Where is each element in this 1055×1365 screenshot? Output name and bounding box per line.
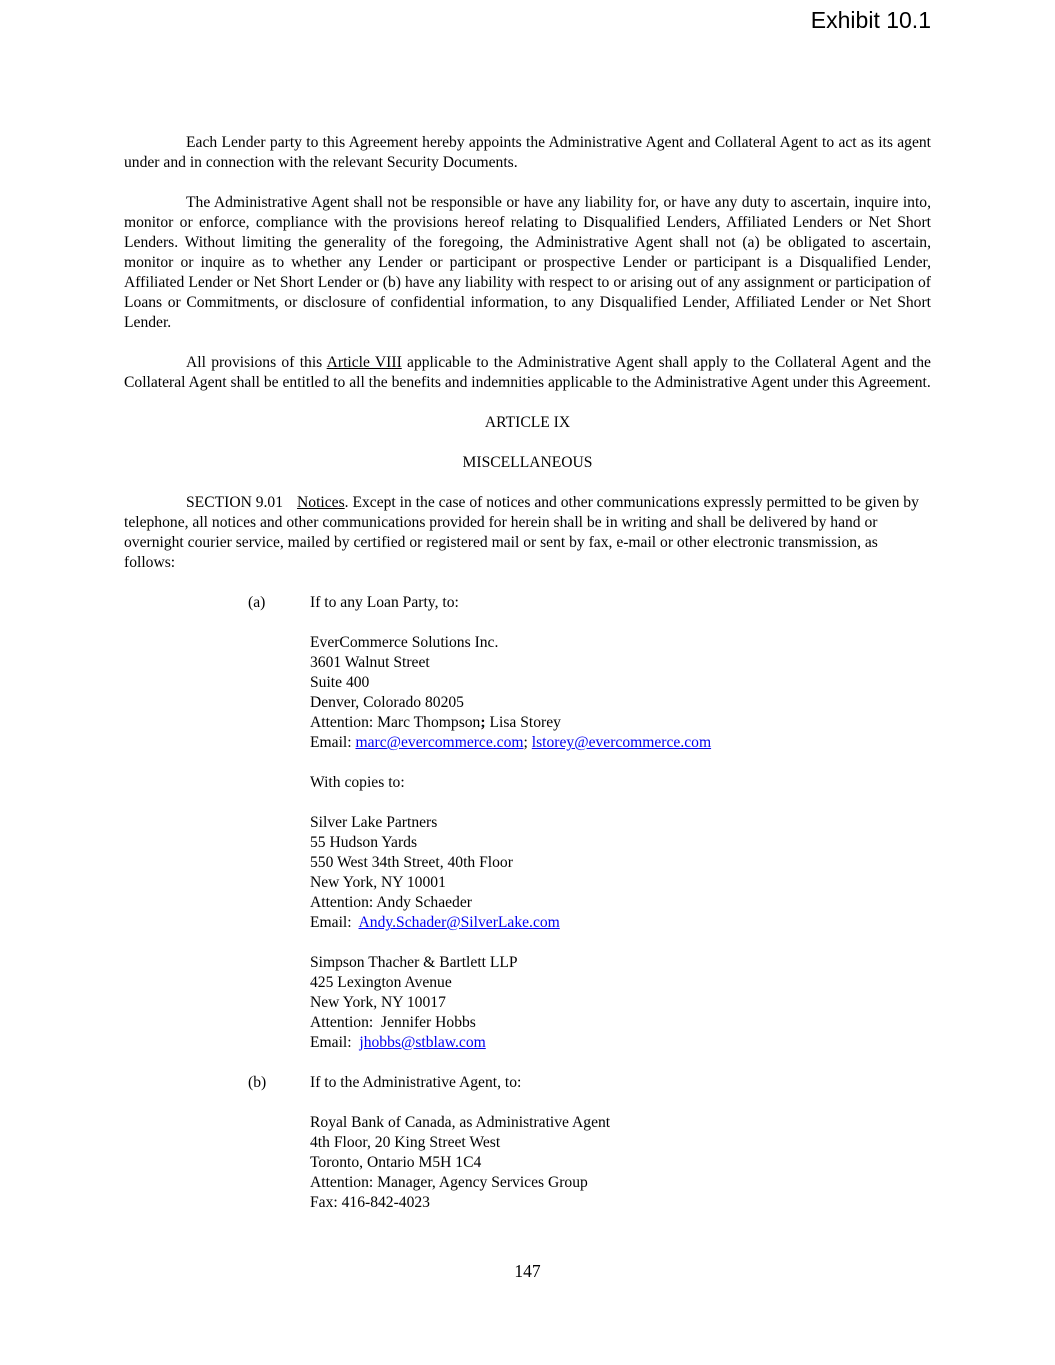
address-royal-bank	[310, 1113, 931, 1213]
article-number: ARTICLE IX	[484, 414, 571, 431]
paragraph-text: applicable to the Administrative Agent shall apply to the Collateral Agent and the Collateral Agent shall be entitled to all the benefits and indemnities applicable to the Administrative Agent under this Agreement.	[124, 354, 931, 391]
item-text: If to the Administrative Agent, to:	[310, 1074, 522, 1091]
street-line: 3601 Walnut Street	[310, 654, 430, 671]
section-text: . Except in the case of notices and other communications expressly permitted to be given by telephone, all notices and other communications provided for herein shall be in writing and shall be delivered by hand or overnight courier service, mailed by certified or registered mail or sent by fax, e-mail or other electronic transmission, as follows:	[124, 494, 919, 571]
email-link-lstorey[interactable]: lstorey@evercommerce.com	[531, 734, 712, 751]
section-notices	[124, 493, 931, 573]
street-line: 425 Lexington Avenue	[310, 974, 452, 991]
city-line: New York, NY 10001	[310, 874, 446, 891]
email-link-hobbs[interactable]: jhobbs@stblaw.com	[359, 1034, 486, 1051]
street-line: 4th Floor, 20 King Street West	[310, 1134, 501, 1151]
section-heading: Notices	[297, 494, 345, 511]
city-line: New York, NY 10017	[310, 994, 446, 1011]
page-number: 147	[514, 1261, 541, 1281]
email-line: Email: jhobbs@stblaw.com	[310, 1034, 486, 1051]
company-name: Royal Bank of Canada, as Administrative Agent	[310, 1114, 611, 1131]
street-line: 55 Hudson Yards	[310, 834, 418, 851]
suite-line: Suite 400	[310, 674, 370, 691]
company-name: EverCommerce Solutions Inc.	[310, 634, 499, 651]
city-line: Denver, Colorado 80205	[310, 694, 464, 711]
item-label: (a)	[248, 594, 266, 611]
address-simpson-thacher	[310, 953, 931, 1053]
attention-line: Attention: Manager, Agency Services Group	[310, 1174, 588, 1191]
article-title: MISCELLANEOUS	[462, 454, 593, 471]
paragraph-disqualified-lenders: The Administrative Agent shall not be responsible or have any liability for, or have any duty to ascertain, inquire into, monitor or enforce, compliance with the provisions hereof relating to Disqualified Lenders, Affiliated Lenders or Net Short Lenders. Without limiting the generality of the foregoing, the Administrative Agent shall not (a) be obligated to ascertain, monitor or inquire as to whether any Lender or participant or prospective Lender or participant is a Disqualified Lender, Affiliated Lender or Net Short Lender or (b) have any liability with respect to or arising out of any assignment or participation of Loans or Commitments, or disclosure of confidential information, to any Disqualified Lender, Affiliated Lender or Net Short Lender.	[124, 194, 931, 331]
notice-item-a	[124, 593, 931, 613]
attention-line: Attention: Jennifer Hobbs	[310, 1014, 476, 1031]
paragraph-agent-appointment: Each Lender party to this Agreement hereby appoints the Administrative Agent and Collateral Agent to act as its agent under and in connection with the relevant Security Documents.	[124, 134, 931, 171]
paragraph-text: All provisions of this	[186, 354, 327, 371]
exhibit-label: Exhibit 10.1	[810, 7, 931, 33]
item-text: If to any Loan Party, to:	[310, 594, 459, 611]
fax-line: Fax: 416-842-4023	[310, 1194, 430, 1211]
article-viii-reference: Article VIII	[326, 354, 402, 371]
email-line: Email: Andy.Schader@SilverLake.com	[310, 914, 560, 931]
email-link-marc[interactable]: marc@evercommerce.com	[355, 734, 524, 751]
copies-label: With copies to:	[310, 774, 405, 791]
company-name: Simpson Thacher & Bartlett LLP	[310, 954, 518, 971]
city-line: Toronto, Ontario M5H 1C4	[310, 1154, 482, 1171]
company-name: Silver Lake Partners	[310, 814, 438, 831]
email-line: Email: marc@evercommerce.com; lstorey@evercommerce.com	[310, 734, 712, 751]
document-body	[124, 133, 931, 1233]
attention-line: Attention: Andy Schaeder	[310, 894, 472, 911]
address-evercommerce	[310, 633, 931, 753]
address-silver-lake	[310, 813, 931, 933]
notice-item-b	[124, 1073, 931, 1093]
street-line: 550 West 34th Street, 40th Floor	[310, 854, 513, 871]
item-label: (b)	[248, 1074, 267, 1091]
paragraph-collateral-agent	[124, 353, 931, 393]
attention-line: Attention: Marc Thompson; Lisa Storey	[310, 714, 561, 731]
section-number: SECTION 9.01	[186, 494, 284, 511]
email-link-schader[interactable]: Andy.Schader@SilverLake.com	[358, 914, 560, 931]
